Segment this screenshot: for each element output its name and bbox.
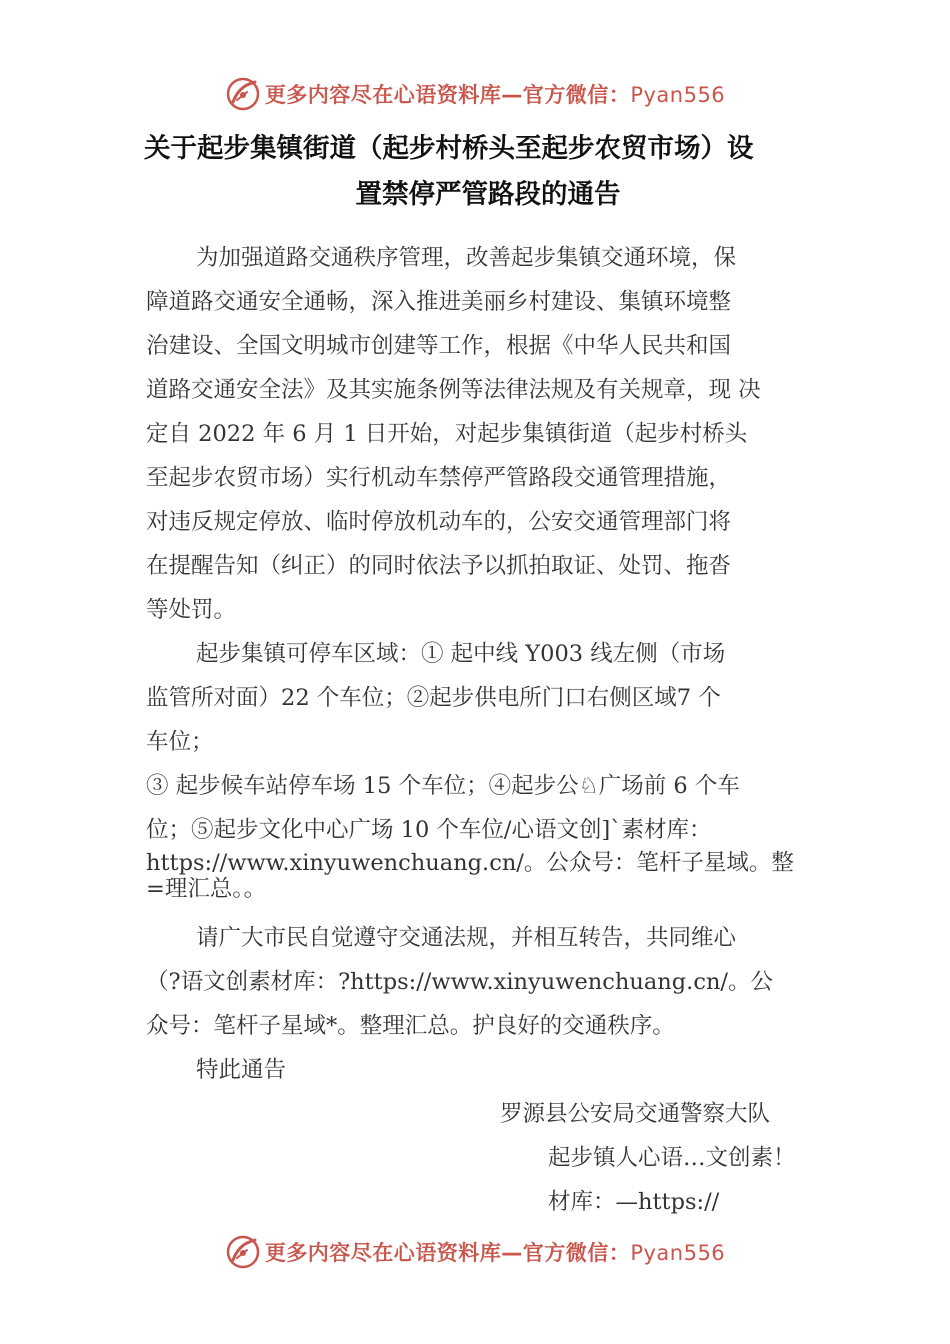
body-line: ③ 起步候车站停车场 15 个车位；④起步公♘广场前 6 个车: [146, 773, 740, 799]
document-title: [100, 126, 850, 218]
footer-watermark-banner: [0, 1232, 950, 1272]
body-line: https://www.xinyuwenchuang.cn/。公众号：笔杆子星域。整: [146, 850, 794, 876]
header-watermark-banner: [0, 74, 950, 114]
title-line-1: 关于起步集镇街道（起步村桥头至起步农贸市场）设: [144, 133, 754, 164]
closing-line: 特此通告: [196, 1057, 287, 1083]
body-line: 在提醒告知（纠正）的同时依法予以抓拍取证、处罚、拖沓: [146, 553, 732, 579]
body-line: 至起步农贸市场）实行机动车禁停严管路段交通管理措施，: [146, 465, 732, 491]
brand-logo-icon: [225, 76, 261, 112]
body-line: 等处罚。: [146, 597, 237, 623]
body-line: （?语文创素材库：?https://www.xinyuwenchuang.cn/。公: [146, 969, 774, 995]
body-line: 障道路交通安全通畅，深入推进美丽乡村建设、集镇环境整: [146, 289, 732, 315]
watermark-text: 更多内容尽在心语资料库—官方微信：Pyan556: [264, 83, 726, 107]
title-line-2: 置禁停严管路段的通告: [355, 179, 621, 210]
body-line: 众号：笔杆子星域*。整理汇总。护良好的交通秩序。: [146, 1013, 675, 1039]
appeal-line: 请广大市民自觉遵守交通法规，并相互转告，共同维心: [196, 925, 737, 951]
signature-line: 起步镇人心语…文创素！: [548, 1145, 796, 1171]
signature-issuer: 罗源县公安局交通警察大队: [500, 1101, 771, 1127]
signature-line: 材库：—https://: [548, 1189, 720, 1215]
brand-logo-icon: [225, 1234, 261, 1270]
body-line: =理汇总。。: [146, 876, 267, 902]
body-line: 车位；: [146, 729, 214, 755]
body-line: 定自 2022 年 6 月 1 日开始，对起步集镇街道（起步村桥头: [146, 421, 748, 447]
parking-intro-line: 起步集镇可停车区域：① 起中线 Y003 线左侧（市场: [196, 641, 726, 667]
body-line: 道路交通安全法》及其实施条例等法律法规及有关规章，现 决: [146, 377, 761, 403]
watermark-text: 更多内容尽在心语资料库—官方微信：Pyan556: [264, 1241, 726, 1265]
body-line: 位；⑤起步文化中心广场 10 个车位/心语文创]`素材库：: [146, 817, 712, 843]
body-line: 治建设、全国文明城市创建等工作，根据《中华人民共和国: [146, 333, 732, 359]
body-line: 对违反规定停放、临时停放机动车的，公安交通管理部门将: [146, 509, 732, 535]
body-line: 为加强道路交通秩序管理，改善起步集镇交通环境，保: [196, 245, 737, 271]
body-line: 监管所对面）22 个车位；②起步供电所门口右侧区域7 个: [146, 685, 721, 711]
